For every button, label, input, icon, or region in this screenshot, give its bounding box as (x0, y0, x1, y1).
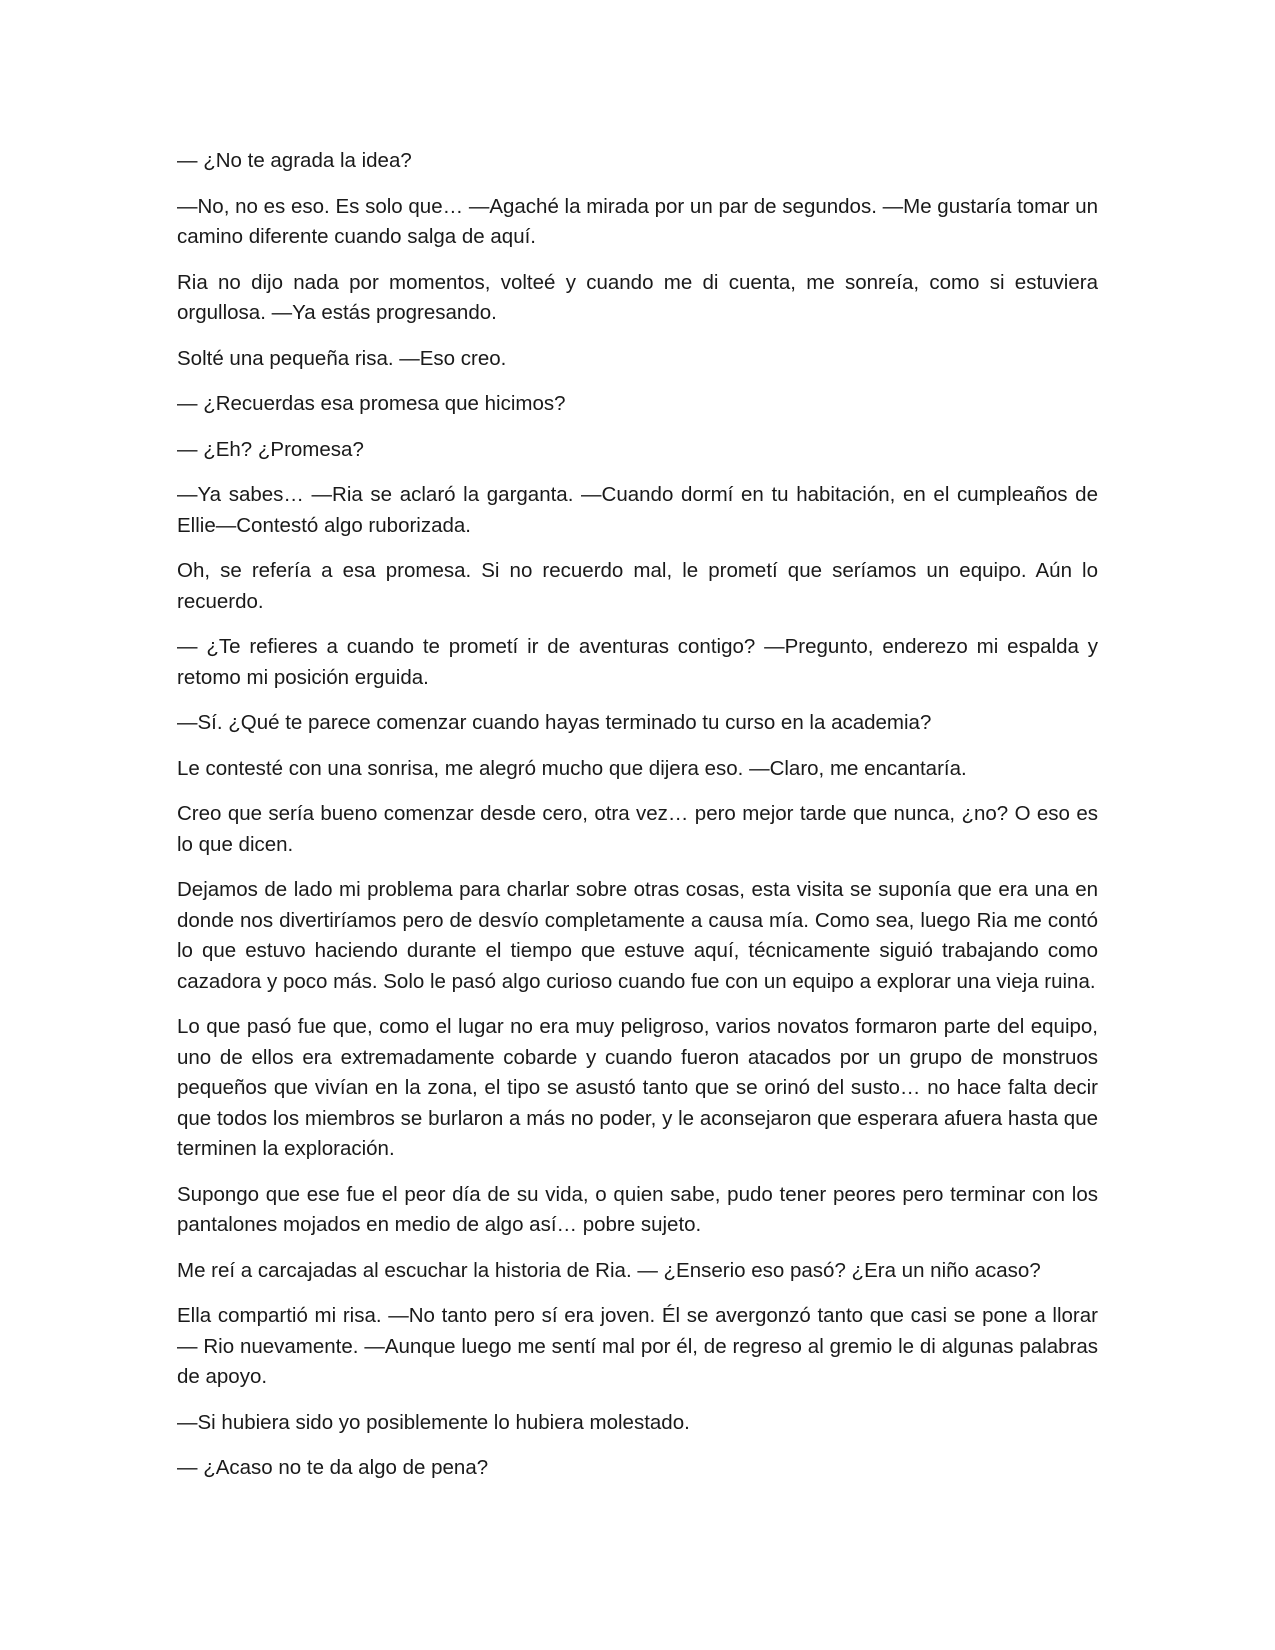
paragraph: Ria no dijo nada por momentos, volteé y cuando me di cuenta, me sonreía, como si estuviera orgullosa. —Ya estás progresando. (177, 270, 1098, 324)
paragraph: Creo que sería bueno comenzar desde cero, otra vez… pero mejor tarde que nunca, ¿no? O eso es lo que dicen. (177, 802, 1098, 856)
paragraph: —No, no es eso. Es solo que… —Agaché la mirada por un par de segundos. —Me gustaría tomar un camino diferente cuando salga de aquí. (177, 194, 1098, 248)
paragraph: Le contesté con una sonrisa, me alegró mucho que dijera eso. —Claro, me encantaría. (177, 756, 967, 780)
paragraph: —Sí. ¿Qué te parece comenzar cuando hayas terminado tu curso en la academia? (177, 711, 932, 734)
document-body (177, 146, 1098, 1499)
paragraph: — ¿Te refieres a cuando te prometí ir de aventuras contigo? —Pregunto, enderezo mi espalda y retomo mi posición erguida. (177, 635, 1098, 689)
paragraph: —Ya sabes… —Ria se aclaró la garganta. —Cuando dormí en tu habitación, en el cumpleaños de Ellie—Contestó algo ruborizada. (177, 483, 1098, 537)
paragraph: Me reí a carcajadas al escuchar la historia de Ria. — ¿Enserio eso pasó? ¿Era un niño acaso? (177, 1258, 1041, 1282)
paragraph: — ¿Recuerdas esa promesa que hicimos? (177, 392, 566, 415)
paragraph: Dejamos de lado mi problema para charlar sobre otras cosas, esta visita se suponía que era una en donde nos divertiríamos pero de desvío completamente a causa mía. Como sea, luego Ria me contó lo que estuvo haciendo durante el tiempo que estuve aquí, técnicamente siguió trabajando como cazadora y poco más. Solo le pasó algo curioso cuando fue con un equipo a explorar una vieja ruina. (177, 878, 1098, 993)
paragraph: —Si hubiera sido yo posiblemente lo hubiera molestado. (177, 1410, 690, 1434)
paragraph: Oh, se refería a esa promesa. Si no recuerdo mal, le prometí que seríamos un equipo. Aún lo recuerdo. (177, 559, 1098, 613)
paragraph: Supongo que ese fue el peor día de su vida, o quien sabe, pudo tener peores pero terminar con los pantalones mojados en medio de algo así… pobre sujeto. (177, 1182, 1098, 1236)
paragraph: Lo que pasó fue que, como el lugar no era muy peligroso, varios novatos formaron parte del equipo, uno de ellos era extremadamente cobarde y cuando fueron atacados por un grupo de monstruos pequeños que vivían en la zona, el tipo se asustó tanto que se orinó del susto… no hace falta decir que todos los miembros se burlaron a más no poder, y le aconsejaron que esperara afuera hasta que terminen la exploración. (177, 1015, 1098, 1160)
paragraph: — ¿Acaso no te da algo de pena? (177, 1456, 489, 1479)
paragraph: — ¿No te agrada la idea? (177, 149, 412, 172)
paragraph: Solté una pequeña risa. —Eso creo. (177, 346, 507, 370)
paragraph: Ella compartió mi risa. —No tanto pero sí era joven. Él se avergonzó tanto que casi se pone a llorar— Rio nuevamente. —Aunque luego me sentí mal por él, de regreso al gremio le di algunas palabras de apoyo. (177, 1304, 1098, 1388)
paragraph: — ¿Eh? ¿Promesa? (177, 437, 364, 461)
